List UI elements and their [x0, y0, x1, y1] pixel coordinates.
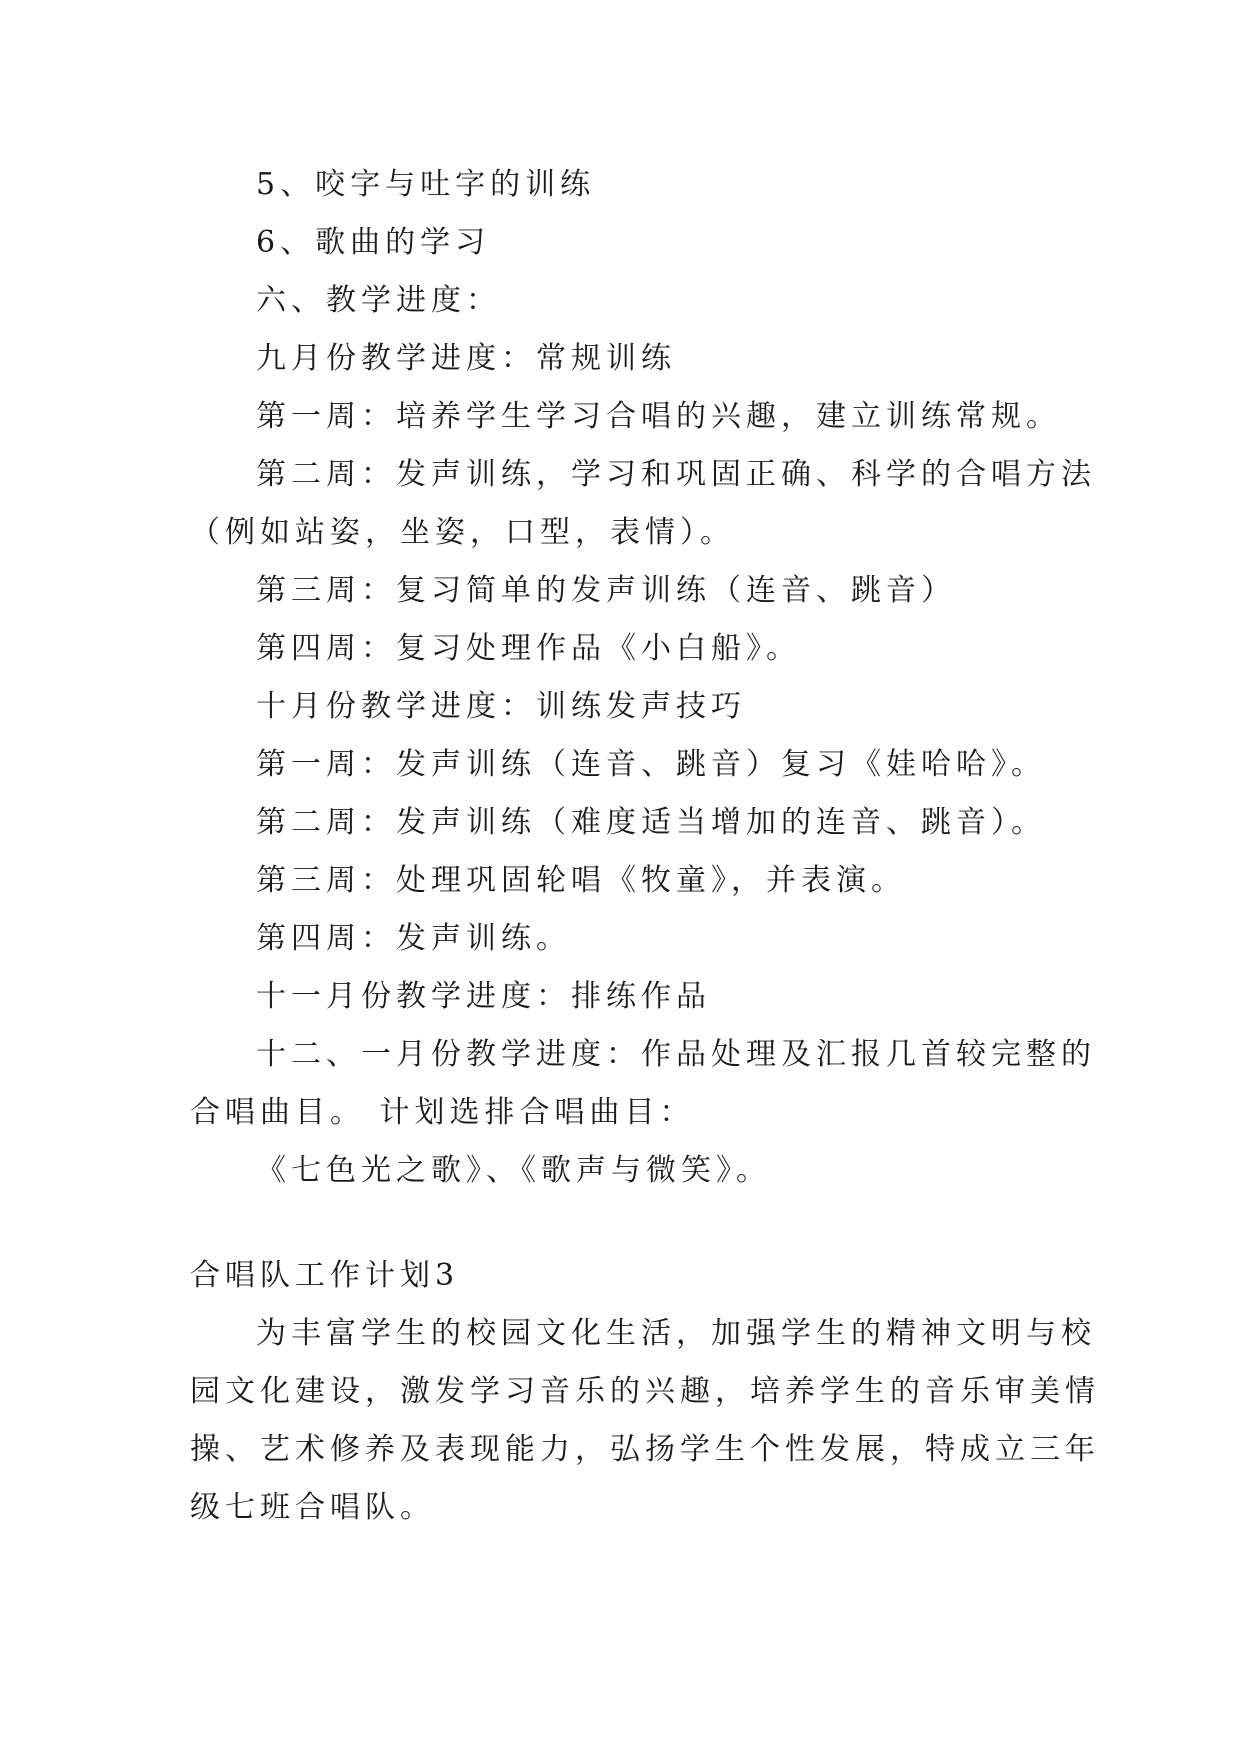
paragraph-line: 操、艺术修养及表现能力，弘扬学生个性发展，特成立三年: [190, 1432, 1100, 1467]
month-heading: 十一月份教学进度：排练作品: [256, 979, 711, 1014]
paragraph-line: 第三周：复习简单的发声训练（连音、跳音）: [256, 573, 956, 608]
document-title: 合唱队工作计划3: [190, 1258, 460, 1293]
section-heading: 六、教学进度：: [256, 283, 501, 318]
month-heading: 九月份教学进度：常规训练: [256, 341, 676, 376]
paragraph-line: 第一周：发声训练（连音、跳音）复习《娃哈哈》。: [256, 747, 1046, 782]
paragraph-line: 第三周：处理巩固轮唱《牧童》，并表演。: [256, 863, 906, 898]
paragraph-line: 第二周：发声训练（难度适当增加的连音、跳音）。: [256, 805, 1046, 840]
paragraph-line: 第四周：发声训练。: [256, 921, 571, 956]
paragraph-line: 5、咬字与吐字的训练: [256, 167, 596, 202]
paragraph-line: 第四周：复习处理作品《小白船》。: [256, 631, 801, 666]
paragraph-line: 十二、一月份教学进度：作品处理及汇报几首较完整的: [256, 1037, 1096, 1072]
paragraph-line: 6、歌曲的学习: [256, 225, 491, 260]
paragraph-line: 园文化建设，激发学习音乐的兴趣，培养学生的音乐审美情: [190, 1374, 1100, 1409]
paragraph-line: 合唱曲目。 计划选排合唱曲目：: [190, 1095, 695, 1130]
month-heading: 十月份教学进度：训练发声技巧: [256, 689, 746, 724]
paragraph-line: 第一周：培养学生学习合唱的兴趣，建立训练常规。: [256, 399, 1061, 434]
paragraph-line: （例如站姿，坐姿，口型，表情）。: [190, 515, 735, 550]
paragraph-line: 为丰富学生的校园文化生活，加强学生的精神文明与校: [256, 1316, 1096, 1351]
paragraph-line: 级七班合唱队。: [190, 1490, 435, 1525]
paragraph-line: 《七色光之歌》、《歌声与微笑》。: [256, 1153, 771, 1188]
paragraph-line: 第二周：发声训练，学习和巩固正确、科学的合唱方法: [256, 457, 1096, 492]
